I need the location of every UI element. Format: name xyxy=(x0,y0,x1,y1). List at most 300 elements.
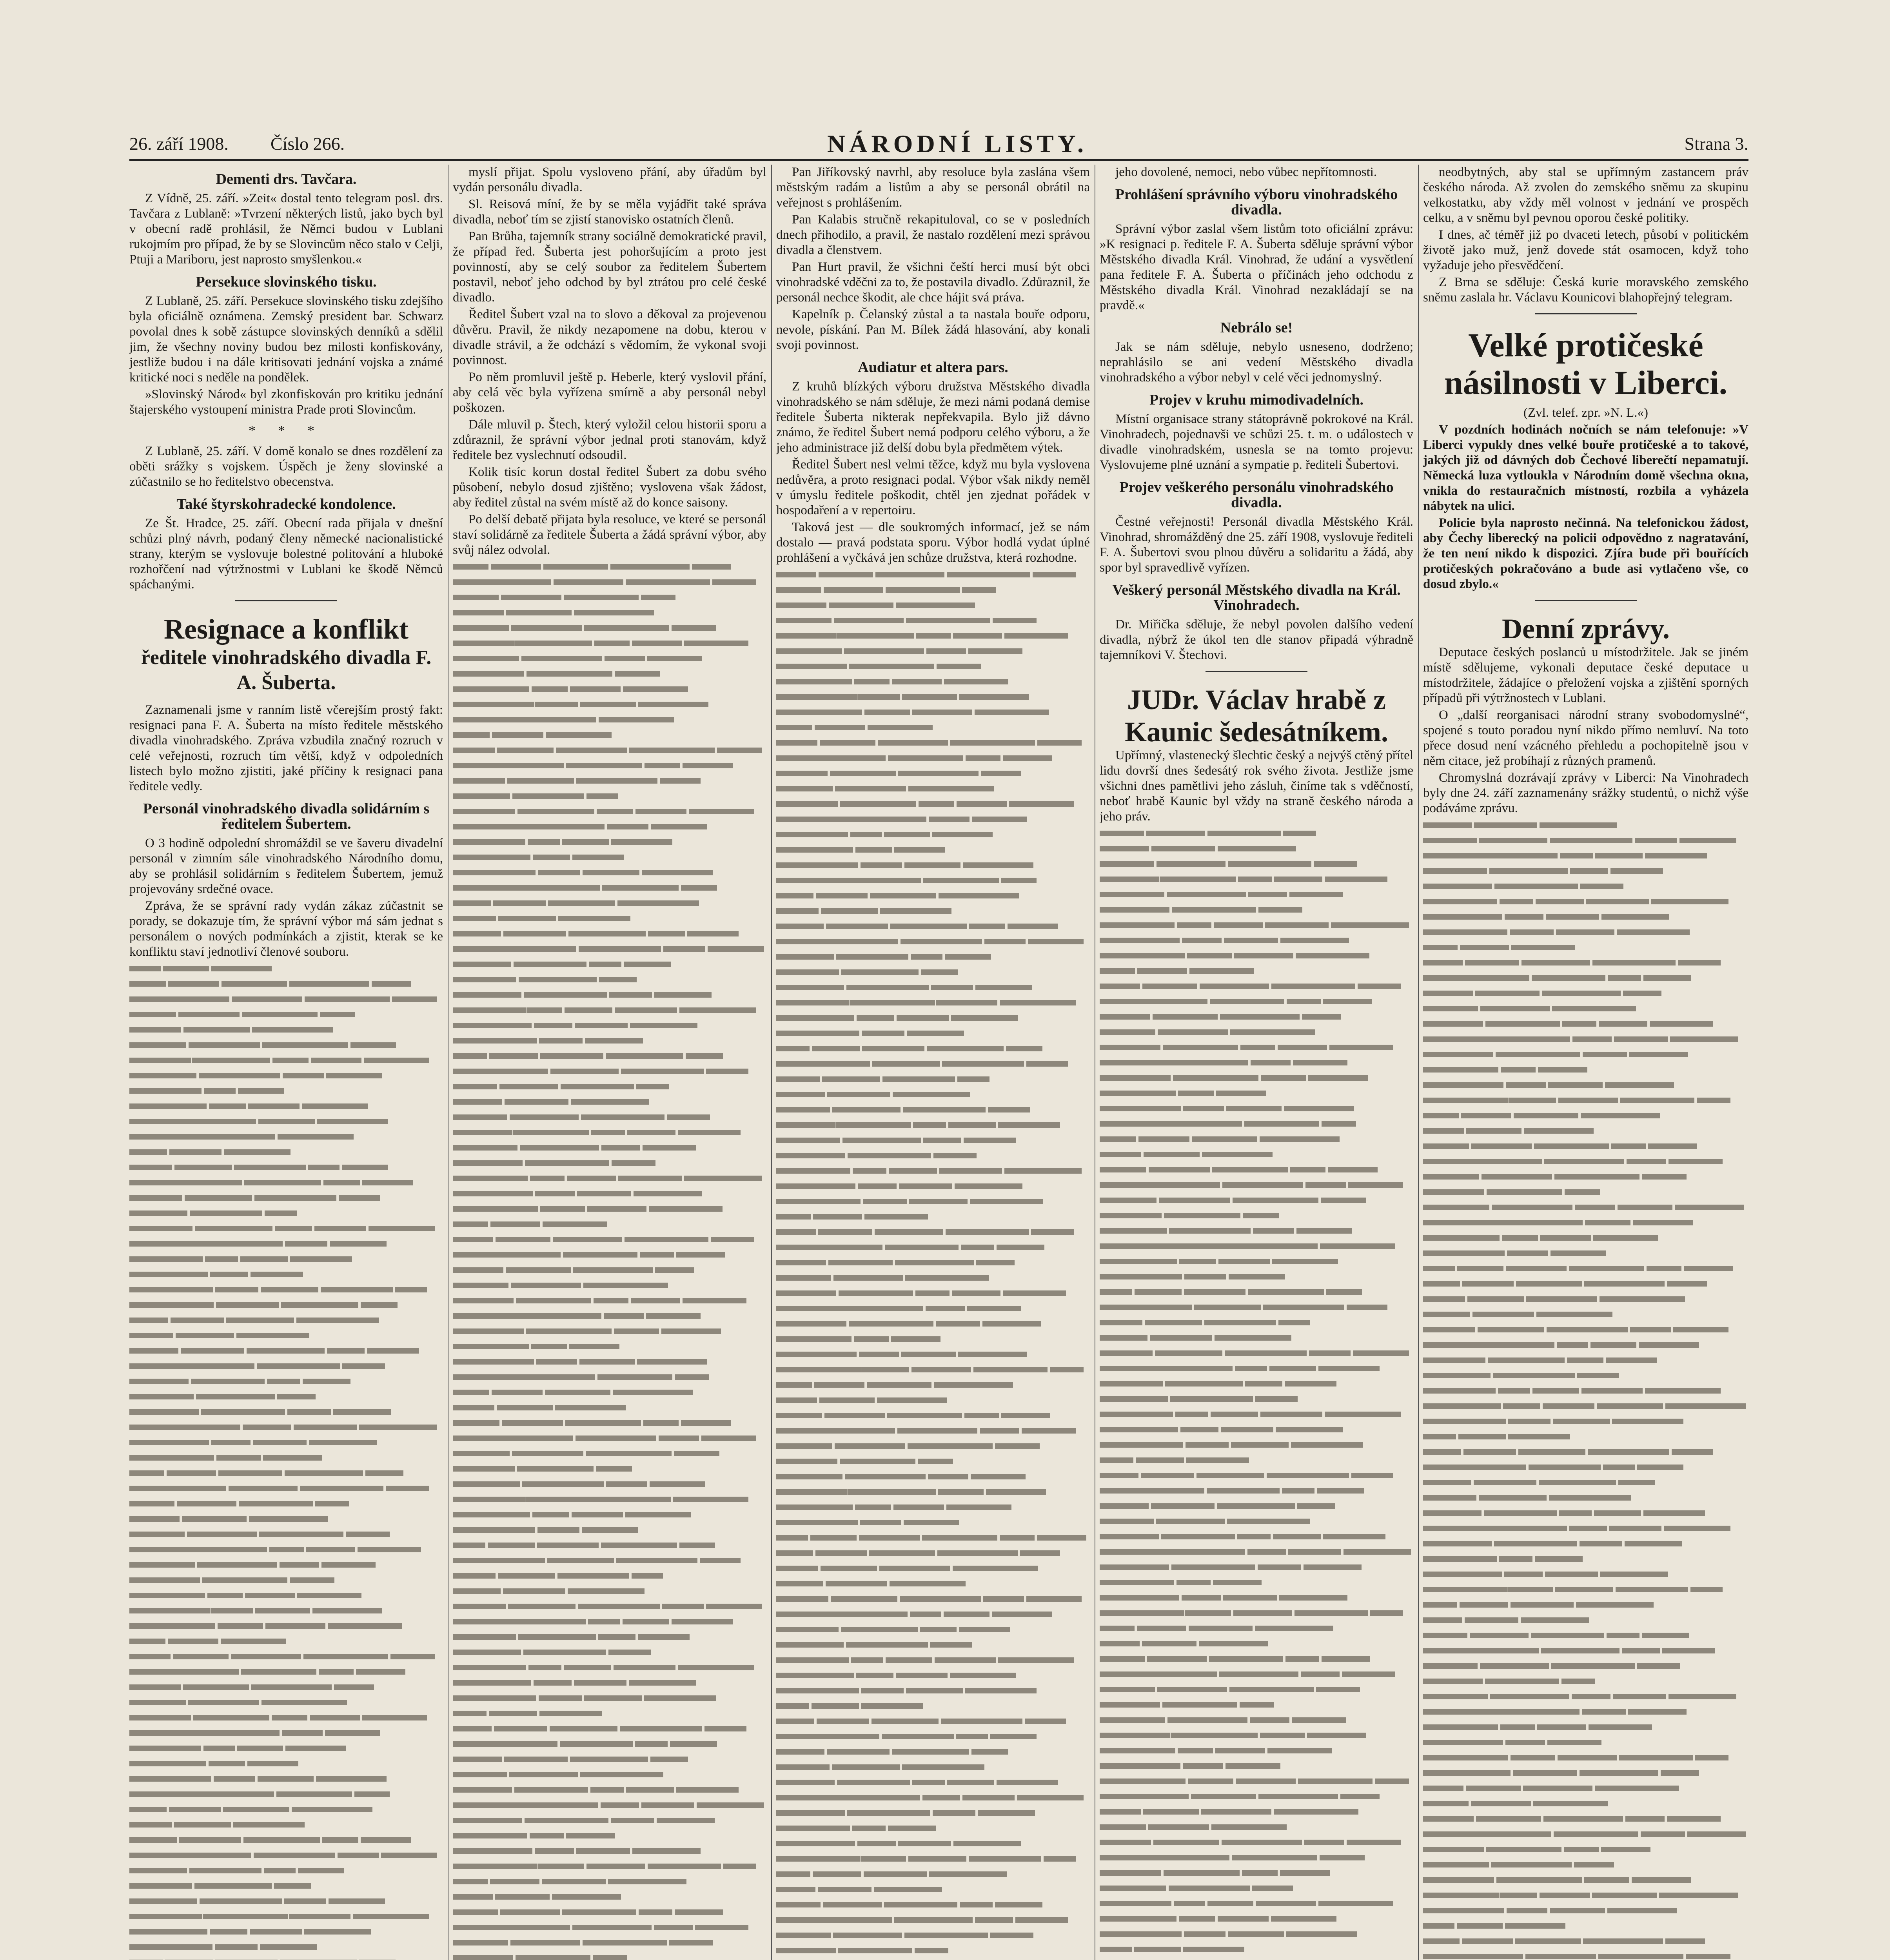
text-line-placeholder xyxy=(129,992,443,1007)
text-line-placeholder xyxy=(776,1148,1090,1163)
text-line-placeholder xyxy=(129,1955,443,1960)
text-line-placeholder xyxy=(129,1710,443,1726)
text-line-placeholder xyxy=(453,1752,766,1767)
text-line-placeholder xyxy=(1100,1025,1413,1040)
text-line-placeholder xyxy=(776,1286,1090,1301)
text-line-placeholder xyxy=(453,1721,766,1737)
text-line-placeholder xyxy=(453,1905,766,1920)
headline-resignace: Resignace a konflikt xyxy=(163,613,409,645)
text-line-placeholder xyxy=(1423,1230,1748,1246)
text-line-placeholder xyxy=(453,773,766,789)
text-line-placeholder xyxy=(1100,1606,1413,1621)
text-line-placeholder xyxy=(1423,1169,1748,1185)
text-line-placeholder xyxy=(776,1867,1090,1882)
text-line-placeholder xyxy=(1100,994,1413,1009)
divider xyxy=(235,600,337,601)
article-paragraph: Z Lublaně, 25. září. V domě konalo se dnes rozdělení za oběti srážky s vojskem. Úspěch je ženy slovinské a zúčastnilo se ho ředitelstvo obecenstva. xyxy=(129,444,443,489)
text-line-placeholder xyxy=(1423,1108,1748,1123)
text-line-placeholder xyxy=(129,1405,443,1420)
text-line-placeholder xyxy=(776,1515,1090,1530)
text-line-placeholder xyxy=(1100,1346,1413,1361)
text-line-placeholder xyxy=(1100,1881,1413,1896)
text-line-placeholder xyxy=(1423,1903,1748,1918)
text-line-placeholder xyxy=(1100,1086,1413,1101)
text-line-placeholder xyxy=(776,1194,1090,1209)
column-4 xyxy=(1100,165,1413,1960)
text-line-placeholder xyxy=(453,1568,766,1584)
text-line-placeholder xyxy=(453,1018,766,1033)
text-line-placeholder xyxy=(776,1163,1090,1179)
text-line-placeholder xyxy=(1423,1720,1748,1735)
article-paragraph: Z Brna se sděluje: Česká kurie moravského zemského sněmu zaslala hr. Václavu Kounicovi blahopřejný telegram. xyxy=(1423,275,1748,305)
text-line-placeholder xyxy=(453,1186,766,1201)
text-line-placeholder xyxy=(129,1756,443,1771)
text-line-placeholder xyxy=(1423,1047,1748,1062)
text-line-placeholder xyxy=(129,1878,443,1894)
text-line-placeholder xyxy=(453,575,766,590)
text-line-placeholder xyxy=(1423,1857,1748,1873)
text-line-placeholder xyxy=(453,1630,766,1645)
text-line-placeholder xyxy=(776,720,1090,735)
text-line-placeholder xyxy=(453,972,766,987)
text-line-placeholder xyxy=(453,1400,766,1416)
text-line-placeholder xyxy=(1423,1827,1748,1842)
page-number: Strana 3. xyxy=(1684,134,1748,154)
text-line-placeholder xyxy=(1100,857,1413,872)
article-paragraph: Policie byla naprosto nečinná. Na telefonickou žádost, aby Čechy liberecký na policii odpovědno z nagratavání, že ten není nikdo k dispozici. Zjíra bude při bouřících protičeských pokračováno a bude asi vytlačeno vše, co dosud zbylo.« xyxy=(1423,516,1748,591)
text-line-placeholder xyxy=(1423,1613,1748,1628)
headline-kaunic: JUDr. Václav hrabě z Kaunic šedesátníkem. xyxy=(1124,684,1389,748)
text-line-placeholder xyxy=(1423,1659,1748,1674)
text-filler xyxy=(1100,826,1413,1960)
text-line-placeholder xyxy=(129,1649,443,1664)
text-line-placeholder xyxy=(776,1118,1090,1133)
text-line-placeholder xyxy=(129,1129,443,1145)
text-line-placeholder xyxy=(453,1033,766,1049)
text-line-placeholder xyxy=(129,1466,443,1481)
headline-prohlaseni: Prohlášení správního výboru vinohradského divadla. xyxy=(1115,186,1398,218)
text-line-placeholder xyxy=(129,1359,443,1374)
text-line-placeholder xyxy=(129,1298,443,1313)
text-line-placeholder xyxy=(1100,1713,1413,1728)
text-line-placeholder xyxy=(776,1836,1090,1851)
text-line-placeholder xyxy=(776,1729,1090,1744)
text-line-placeholder xyxy=(453,1064,766,1079)
text-line-placeholder xyxy=(453,758,766,773)
text-line-placeholder xyxy=(129,1664,443,1680)
text-line-placeholder xyxy=(129,1894,443,1909)
text-line-placeholder xyxy=(1423,1445,1748,1460)
text-line-placeholder xyxy=(1423,909,1748,925)
text-line-placeholder xyxy=(453,1232,766,1247)
text-line-placeholder xyxy=(1423,1842,1748,1857)
text-line-placeholder xyxy=(1423,1597,1748,1613)
column-2 xyxy=(453,165,766,1960)
text-line-placeholder xyxy=(776,1546,1090,1561)
text-line-placeholder xyxy=(129,1863,443,1878)
text-line-placeholder xyxy=(776,1760,1090,1775)
text-line-placeholder xyxy=(129,1833,443,1848)
text-line-placeholder xyxy=(1423,864,1748,879)
text-line-placeholder xyxy=(453,1339,766,1354)
text-line-placeholder xyxy=(1423,1139,1748,1154)
text-line-placeholder xyxy=(129,1022,443,1038)
text-line-placeholder xyxy=(1423,1429,1748,1445)
text-line-placeholder xyxy=(776,659,1090,674)
text-line-placeholder xyxy=(1423,1307,1748,1322)
text-line-placeholder xyxy=(1423,1521,1748,1536)
text-line-placeholder xyxy=(776,1668,1090,1683)
text-line-placeholder xyxy=(453,1140,766,1156)
text-line-placeholder xyxy=(1100,1116,1413,1132)
text-line-placeholder xyxy=(776,628,1090,644)
text-line-placeholder xyxy=(1100,1269,1413,1285)
text-line-placeholder xyxy=(776,1393,1090,1408)
text-line-placeholder xyxy=(1100,1774,1413,1789)
headline-dementi: Dementi drs. Tavčara. xyxy=(216,171,357,187)
column-divider xyxy=(1418,165,1419,1960)
text-line-placeholder xyxy=(129,1328,443,1343)
text-line-placeholder xyxy=(453,1828,766,1844)
text-line-placeholder xyxy=(1100,1544,1413,1560)
headline-persekuce: Persekuce slovinského tisku. xyxy=(196,274,377,290)
text-line-placeholder xyxy=(453,1370,766,1385)
headline-denni-zpravy: Denní zprávy. xyxy=(1501,613,1670,644)
text-line-placeholder xyxy=(776,842,1090,858)
text-line-placeholder xyxy=(453,1889,766,1905)
text-line-placeholder xyxy=(1423,1689,1748,1704)
text-line-placeholder xyxy=(129,1557,443,1573)
article-paragraph: Místní organisace strany státoprávně pokrokové na Král. Vinohradech, pojednavši ve schůzi 25. t. m. o událostech v divadle vinohradském, usnesla se na tomto projevu: Vyslovujeme plné uznání a sympatie p. řediteli Šubertovi. xyxy=(1100,412,1413,472)
text-line-placeholder xyxy=(129,1267,443,1282)
text-line-placeholder xyxy=(453,1431,766,1446)
text-line-placeholder xyxy=(1100,1239,1413,1254)
text-line-placeholder xyxy=(129,1191,443,1206)
text-line-placeholder xyxy=(1423,1506,1748,1521)
text-line-placeholder xyxy=(453,1660,766,1675)
text-line-placeholder xyxy=(776,827,1090,842)
text-line-placeholder xyxy=(453,1308,766,1324)
text-line-placeholder xyxy=(453,1798,766,1813)
source-note: (Zvl. telef. zpr. »N. L.«) xyxy=(1523,406,1648,420)
text-line-placeholder xyxy=(1423,1246,1748,1261)
text-line-placeholder xyxy=(1100,1575,1413,1590)
text-line-placeholder xyxy=(776,1897,1090,1913)
text-line-placeholder xyxy=(776,1270,1090,1286)
text-line-placeholder xyxy=(1100,1590,1413,1606)
text-line-placeholder xyxy=(1423,1383,1748,1399)
article-paragraph: Taková jest — dle soukromých informací, jež se nám dostalo — pravá podstata sporu. Výbor hodlá vydat úplné prohlášení a vyčkává jen schůze družstva, která rozhodne. xyxy=(776,520,1090,565)
article-paragraph: Pan Kalabis stručně rekapituloval, co se v posledních dnech přihodilo, a pravil, že nastalo rozdělení mezi správou divadla a členstvem. xyxy=(776,212,1090,257)
masthead-title: NÁRODNÍ LISTY. xyxy=(827,130,1088,158)
text-line-placeholder xyxy=(453,1844,766,1859)
article-paragraph: Z Vídně, 25. září. »Zeit« dostal tento telegram posl. drs. Tavčara z Lublaně: »Tvrzení některých listů, jako bych byl v obecní radě prohlásil, že Němci budou v Lublani rukojmím pro případ, že by se Slovincům něco stalo v Celji, Ptuji a Mariboru, jest naprosto smyšlenkou.« xyxy=(129,191,443,267)
text-line-placeholder xyxy=(1100,1193,1413,1208)
text-line-placeholder xyxy=(1423,1873,1748,1888)
text-line-placeholder xyxy=(129,1787,443,1802)
text-line-placeholder xyxy=(129,1512,443,1527)
text-line-placeholder xyxy=(776,965,1090,980)
text-line-placeholder xyxy=(453,590,766,605)
article-paragraph: Kapelník p. Čelanský zůstal a ta nastala bouře odporu, nevole, pískání. Pan M. Bílek žádá hlasování, aby konali svoji povinnost. xyxy=(776,307,1090,352)
text-line-placeholder xyxy=(453,1094,766,1110)
text-line-placeholder xyxy=(1423,1781,1748,1796)
text-line-placeholder xyxy=(129,1068,443,1083)
text-line-placeholder xyxy=(129,1420,443,1435)
text-line-placeholder xyxy=(1100,1392,1413,1407)
text-line-placeholder xyxy=(129,1160,443,1175)
text-line-placeholder xyxy=(129,1542,443,1557)
text-line-placeholder xyxy=(129,1236,443,1252)
text-line-placeholder xyxy=(1423,1338,1748,1353)
text-line-placeholder xyxy=(453,1691,766,1706)
text-line-placeholder xyxy=(1100,1942,1413,1957)
text-line-placeholder xyxy=(453,1507,766,1523)
text-line-placeholder xyxy=(776,1806,1090,1821)
text-line-placeholder xyxy=(1100,964,1413,979)
text-line-placeholder xyxy=(1423,1154,1748,1169)
text-line-placeholder xyxy=(1423,1582,1748,1597)
text-line-placeholder xyxy=(1100,1223,1413,1239)
text-line-placeholder xyxy=(453,1782,766,1798)
text-line-placeholder xyxy=(776,1072,1090,1087)
text-line-placeholder xyxy=(776,1026,1090,1041)
text-line-placeholder xyxy=(129,1175,443,1191)
text-line-placeholder xyxy=(453,682,766,697)
text-line-placeholder xyxy=(129,1924,443,1940)
text-line-placeholder xyxy=(453,1156,766,1171)
text-filler xyxy=(1423,818,1748,1960)
text-line-placeholder xyxy=(776,1851,1090,1867)
text-line-placeholder xyxy=(453,1217,766,1232)
text-line-placeholder xyxy=(1423,1490,1748,1506)
article-paragraph: Ředitel Šubert nesl velmi těžce, když mu byla vyslovena nedůvěra, a proto resignaci podal. Výbor však nikdy neměl v úmyslu ředitele poškodit, chtěl jen zjednat pořádek v hospodaření a v repertoiru. xyxy=(776,457,1090,517)
article-paragraph: O „další reorganisaci národní strany svobodomyslné“, spojené s touto poradou nyní nikdo přímo nemluví. Na toto přece dosud není vzácného přehledu a pochopitelně jsou v něm citace, jež probíhají z různých pramenů. xyxy=(1423,708,1748,768)
signature-personal: Veškerý personál Městského divadla na Král. Vinohradech. xyxy=(1112,582,1401,613)
headline-projev-mimodivadelni: Projev v kruhu mimodivadelních. xyxy=(1149,392,1364,408)
text-line-placeholder xyxy=(1100,1147,1413,1162)
text-line-placeholder xyxy=(1100,826,1413,841)
text-line-placeholder xyxy=(453,651,766,666)
text-line-placeholder xyxy=(1100,1529,1413,1544)
divider xyxy=(1535,600,1637,601)
text-line-placeholder xyxy=(1423,1215,1748,1230)
text-line-placeholder xyxy=(129,1252,443,1267)
text-line-placeholder xyxy=(453,789,766,804)
text-line-placeholder xyxy=(129,1282,443,1298)
text-line-placeholder xyxy=(453,712,766,728)
text-line-placeholder xyxy=(1100,872,1413,887)
text-line-placeholder xyxy=(1423,1552,1748,1567)
text-line-placeholder xyxy=(453,1003,766,1018)
text-line-placeholder xyxy=(1423,1704,1748,1720)
text-line-placeholder xyxy=(453,636,766,651)
text-line-placeholder xyxy=(453,1920,766,1935)
text-line-placeholder xyxy=(776,1943,1090,1958)
text-line-placeholder xyxy=(453,1599,766,1614)
text-line-placeholder xyxy=(776,1209,1090,1225)
text-line-placeholder xyxy=(453,559,766,575)
text-line-placeholder xyxy=(1100,1759,1413,1774)
text-line-placeholder xyxy=(453,911,766,926)
text-line-placeholder xyxy=(453,743,766,758)
headline-kondolence: Také štyrskohradecké kondolence. xyxy=(176,496,396,512)
text-line-placeholder xyxy=(1100,1437,1413,1453)
text-line-placeholder xyxy=(1100,1743,1413,1759)
text-line-placeholder xyxy=(776,1530,1090,1546)
text-line-placeholder xyxy=(453,728,766,743)
text-line-placeholder xyxy=(453,1201,766,1217)
text-line-placeholder xyxy=(1423,925,1748,940)
text-line-placeholder xyxy=(1423,1750,1748,1766)
text-line-placeholder xyxy=(1423,1062,1748,1078)
text-line-placeholder xyxy=(453,804,766,819)
divider xyxy=(1535,313,1637,314)
headline-nebralo: Nebrálo se! xyxy=(1220,319,1293,336)
text-line-placeholder xyxy=(776,1454,1090,1469)
headline-audiatur: Audiatur et altera pars. xyxy=(858,359,1008,376)
section-separator: * * * xyxy=(249,423,324,438)
text-line-placeholder xyxy=(1100,1376,1413,1392)
column-divider xyxy=(771,165,772,1960)
text-line-placeholder xyxy=(453,1492,766,1507)
text-line-placeholder xyxy=(453,1737,766,1752)
text-line-placeholder xyxy=(776,1377,1090,1393)
text-line-placeholder xyxy=(1100,1957,1413,1960)
text-line-placeholder xyxy=(1100,887,1413,902)
text-line-placeholder xyxy=(453,1247,766,1263)
text-line-placeholder xyxy=(129,1496,443,1512)
text-line-placeholder xyxy=(129,1221,443,1236)
text-line-placeholder xyxy=(1100,1804,1413,1820)
text-line-placeholder xyxy=(129,1313,443,1328)
text-line-placeholder xyxy=(1100,1132,1413,1147)
text-line-placeholder xyxy=(1100,1499,1413,1514)
text-line-placeholder xyxy=(453,1553,766,1568)
text-line-placeholder xyxy=(1100,1697,1413,1713)
headline-liberec: Velké protičeské násilnosti v Liberci. xyxy=(1444,326,1728,401)
text-line-placeholder xyxy=(1100,1835,1413,1850)
text-line-placeholder xyxy=(776,1102,1090,1118)
text-line-placeholder xyxy=(1100,1896,1413,1911)
text-filler xyxy=(776,567,1090,1960)
text-line-placeholder xyxy=(453,1859,766,1874)
article-paragraph: Sl. Reisová míní, že by se měla vyjádřit také správa divadla, neboť tím se zjistí stanovisko ostatních členů. xyxy=(453,197,766,227)
text-line-placeholder xyxy=(1423,1200,1748,1215)
text-line-placeholder xyxy=(129,1588,443,1603)
text-line-placeholder xyxy=(1423,1001,1748,1016)
text-line-placeholder xyxy=(453,605,766,621)
text-line-placeholder xyxy=(1423,1475,1748,1490)
article-paragraph: Správní výbor zaslal všem listům toto oficiální zprávu: »K resignaci p. ředitele F. A. Šuberta sděluje správní výbor Městského divadla Král. Vinohrad, že udání a vysvětlení pana ředitele F. A. Šuberta o příčinách jeho odchodu z Městského divadla Král. Vinohrad nezakládají se na pravdě.« xyxy=(1100,222,1413,312)
text-line-placeholder xyxy=(129,1909,443,1924)
text-line-placeholder xyxy=(453,1706,766,1721)
text-line-placeholder xyxy=(1100,1055,1413,1071)
text-line-placeholder xyxy=(453,1813,766,1828)
text-line-placeholder xyxy=(453,1614,766,1630)
text-line-placeholder xyxy=(1100,1009,1413,1025)
text-line-placeholder xyxy=(1423,1567,1748,1582)
article-paragraph: Po delší debatě přijata byla resoluce, ve které se personál staví solidárně za ředitele Šuberta a žádá správní výbor, aby svůj nález odvolal. xyxy=(453,512,766,557)
text-line-placeholder xyxy=(776,690,1090,705)
text-line-placeholder xyxy=(129,1206,443,1221)
text-line-placeholder xyxy=(1423,971,1748,986)
text-line-placeholder xyxy=(776,781,1090,797)
text-line-placeholder xyxy=(776,598,1090,613)
text-line-placeholder xyxy=(129,1634,443,1649)
text-line-placeholder xyxy=(776,1913,1090,1928)
text-line-placeholder xyxy=(776,1362,1090,1377)
text-line-placeholder xyxy=(129,976,443,992)
article-paragraph: »Slovinský Národ« byl zkonfiskován pro kritiku jednání štajerského vystoupení ministra Prade proti Slovincům. xyxy=(129,387,443,417)
text-line-placeholder xyxy=(776,949,1090,965)
text-line-placeholder xyxy=(776,873,1090,888)
text-line-placeholder xyxy=(1423,1123,1748,1139)
article-paragraph: Po něm promluvil ještě p. Heberle, který vyslovil přání, aby celá věc byla vyřízena smírně a aby personál nebyl poškozen. xyxy=(453,370,766,415)
text-line-placeholder xyxy=(776,1637,1090,1653)
article-paragraph: Dále mluvil p. Štech, který vyložil celou historii sporu a zdůraznil, že správní výbor jednal proti stanovám, když ředitele bez vyslechnutí odsoudil. xyxy=(453,417,766,462)
text-line-placeholder xyxy=(1100,1040,1413,1055)
text-line-placeholder xyxy=(453,1278,766,1293)
text-line-placeholder xyxy=(776,1041,1090,1056)
text-line-placeholder xyxy=(1100,1560,1413,1575)
text-line-placeholder xyxy=(776,1240,1090,1255)
text-line-placeholder xyxy=(1100,1254,1413,1269)
text-line-placeholder xyxy=(776,1255,1090,1270)
text-line-placeholder xyxy=(776,1775,1090,1790)
text-line-placeholder xyxy=(776,583,1090,598)
text-line-placeholder xyxy=(1100,1927,1413,1942)
text-line-placeholder xyxy=(776,1179,1090,1194)
text-line-placeholder xyxy=(1423,1674,1748,1689)
article-paragraph: Upřímný, vlastenecký šlechtic český a nejvýš ctěný přítel lidu dovrší dnes šedesátý rok svého života. Jestliže jsme všichni dnes pamětlivi jeho zásluh, činíme tak s vděčností, neboť hrabě Kaunic byl vždy na straně českého národa a jeho práv. xyxy=(1100,748,1413,824)
text-line-placeholder xyxy=(1100,1208,1413,1223)
text-line-placeholder xyxy=(453,1935,766,1951)
text-line-placeholder xyxy=(129,1619,443,1634)
text-line-placeholder xyxy=(1100,902,1413,918)
text-line-placeholder xyxy=(1423,1796,1748,1811)
text-line-placeholder xyxy=(776,1576,1090,1592)
text-line-placeholder xyxy=(776,1485,1090,1500)
text-line-placeholder xyxy=(129,1695,443,1710)
article-paragraph: Dr. Miřička sděluje, že nebyl povolen dalšího vedení divadla, nýbrž že úkol ten dle stanov připadá výhradně tajemníkovi V. Štechovi. xyxy=(1100,617,1413,662)
text-line-placeholder xyxy=(776,674,1090,690)
text-filler xyxy=(129,961,443,1960)
text-line-placeholder xyxy=(453,1293,766,1308)
text-line-placeholder xyxy=(776,1592,1090,1607)
text-line-placeholder xyxy=(776,1500,1090,1515)
text-line-placeholder xyxy=(1100,1453,1413,1468)
text-line-placeholder xyxy=(1423,879,1748,894)
text-line-placeholder xyxy=(453,1354,766,1370)
text-line-placeholder xyxy=(776,1821,1090,1836)
text-line-placeholder xyxy=(1423,1536,1748,1552)
text-line-placeholder xyxy=(1100,1789,1413,1804)
text-line-placeholder xyxy=(1423,1628,1748,1643)
text-line-placeholder xyxy=(776,613,1090,628)
text-line-placeholder xyxy=(776,1087,1090,1102)
text-line-placeholder xyxy=(776,1683,1090,1699)
headline-projev-personalu: Projev veškerého personálu vinohradského divadla. xyxy=(1119,479,1394,511)
text-line-placeholder xyxy=(129,1603,443,1619)
text-line-placeholder xyxy=(453,1645,766,1660)
text-line-placeholder xyxy=(776,1882,1090,1897)
text-line-placeholder xyxy=(129,1741,443,1756)
text-line-placeholder xyxy=(776,766,1090,781)
text-line-placeholder xyxy=(129,1848,443,1863)
text-line-placeholder xyxy=(776,1714,1090,1729)
headline-personal: Personál vinohradského divadla solidárním s ředitelem Šubertem. xyxy=(143,800,430,832)
